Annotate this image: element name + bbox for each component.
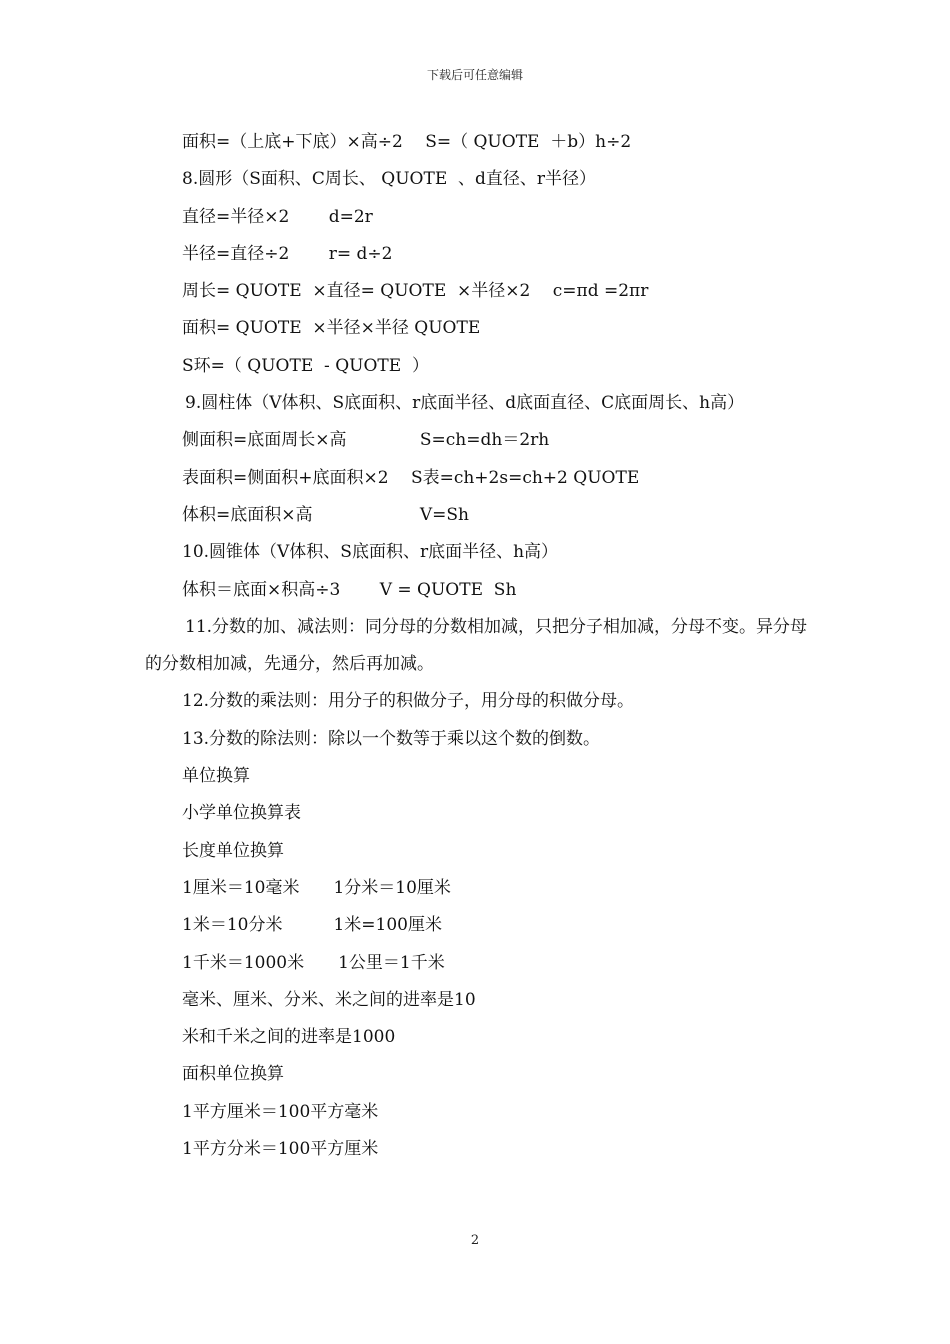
- text-paragraph: 11.分数的加、减法则：同分母的分数相加减，只把分子相加减，分母不变。异分母的分数相加减，先通分，然后再加减。: [145, 616, 808, 675]
- text-line: 1厘米＝10毫米 1分米＝10厘米: [182, 877, 451, 898]
- text-line: 面积= QUOTE ×半径×半径 QUOTE: [182, 318, 481, 339]
- text-line: 12.分数的乘法则：用分子的积做分子，用分母的积做分母。: [182, 691, 635, 712]
- text-paragraph: 9.圆柱体（V体积、S底面积、r底面半径、d底面直径、C底面周长、h高）: [185, 393, 745, 414]
- text-line: 体积＝底面×积高÷3 V = QUOTE Sh: [182, 579, 517, 600]
- text-line: 毫米、厘米、分米、米之间的进率是10: [182, 989, 476, 1010]
- section-heading: 单位换算: [182, 766, 250, 787]
- text-line: 表面积=侧面积+底面积×2 S表=ch+2s=ch+2 QUOTE: [182, 467, 640, 488]
- text-line: 1米＝10分米 1米=100厘米: [182, 915, 442, 936]
- text-line: 侧面积=底面周长×高 S=ch=dh＝2rh: [182, 430, 550, 451]
- page-number: 2: [470, 1233, 480, 1248]
- section-heading: 长度单位换算: [182, 840, 284, 861]
- text-line: 1千米＝1000米 1公里＝1千米: [182, 952, 445, 973]
- text-line: 13.分数的除法则：除以一个数等于乘以这个数的倒数。: [182, 728, 601, 749]
- document-body: [145, 124, 815, 1168]
- text-line: 直径=半径×2 d=2r: [182, 206, 373, 227]
- section-heading: 面积单位换算: [182, 1064, 284, 1085]
- section-heading: 小学单位换算表: [182, 803, 301, 824]
- text-line: 半径=直径÷2 r= d÷2: [182, 243, 393, 264]
- text-line: 体积=底面积×高 V=Sh: [182, 504, 470, 525]
- text-line: 面积=（上底+下底）×高÷2 S=（ QUOTE ＋b）h÷2: [182, 132, 632, 152]
- text-line: S环=（ QUOTE - QUOTE ）: [182, 355, 429, 376]
- text-line: 1平方分米＝100平方厘米: [182, 1139, 379, 1160]
- text-line: 10.圆锥体（V体积、S底面积、r底面半径、h高）: [182, 542, 559, 563]
- text-line: 周长= QUOTE ×直径= QUOTE ×半径×2 c=πd =2πr: [182, 281, 649, 302]
- text-line: 1平方厘米＝100平方毫米: [182, 1101, 379, 1122]
- page-header: 下载后可任意编辑: [426, 68, 523, 82]
- text-line: 米和千米之间的进率是1000: [182, 1027, 396, 1048]
- text-line: 8.圆形（S面积、C周长、 QUOTE 、d直径、r半径）: [182, 169, 597, 190]
